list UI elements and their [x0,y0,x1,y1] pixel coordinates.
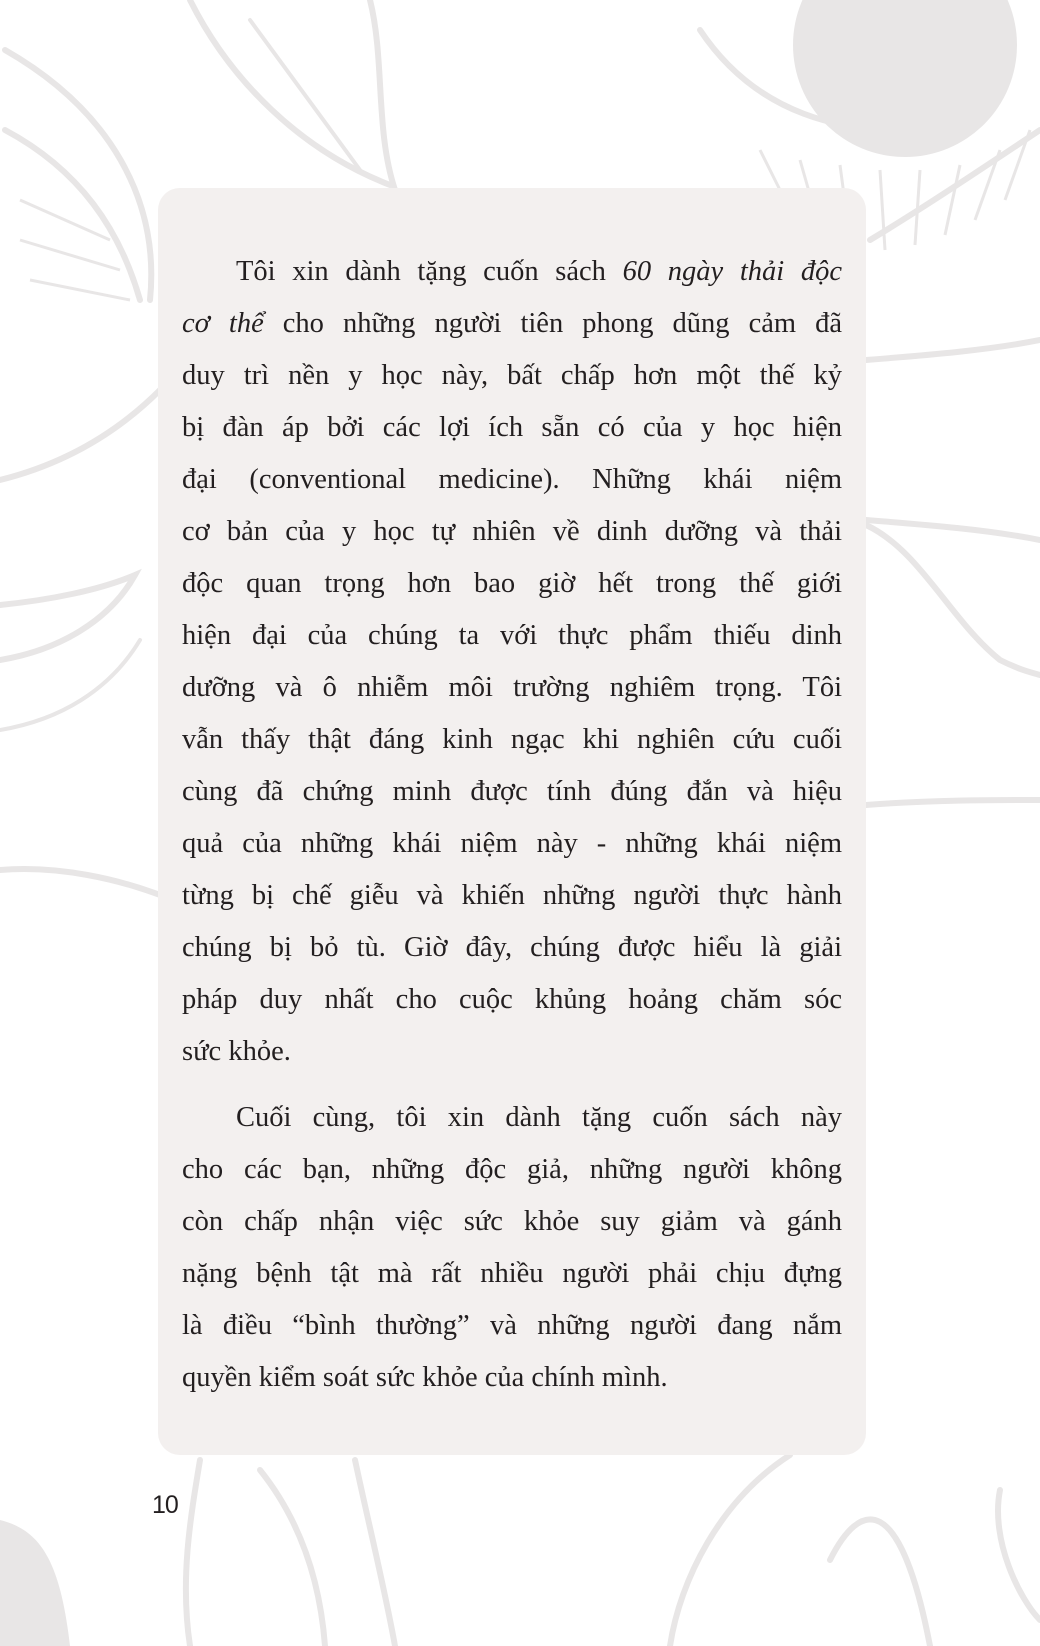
text-segment: hiện đại của chúng ta với thực phẩm thiếu dinh [182,620,842,651]
text-line [182,1248,842,1300]
text-segment: độc quan trọng hơn bao giờ hết trong thế giới [182,568,842,599]
text-segment: quyền kiểm soát sức khỏe của chính mình. [182,1362,668,1393]
dedication-text [182,246,842,1404]
text-line [182,1144,842,1196]
text-line [182,298,842,350]
text-segment: còn chấp nhận việc sức khỏe suy giảm và gánh [182,1206,842,1237]
text-line [182,1196,842,1248]
text-line [182,974,842,1026]
paragraph [182,1092,842,1404]
text-line [182,610,842,662]
text-segment: là điều “bình thường” và những người đang nắm [182,1310,842,1341]
text-line [182,662,842,714]
text-segment: Cuối cùng, tôi xin dành tặng cuốn sách này [236,1102,842,1133]
text-segment: đại (conventional medicine). Những khái niệm [182,464,842,495]
page-number: 10 [152,1491,178,1519]
text-line [182,1092,842,1144]
book-title-italic: cơ thể [182,308,264,339]
text-line [182,1352,842,1404]
text-line [182,454,842,506]
text-line [182,1026,842,1078]
text-line [182,922,842,974]
text-segment: bị đàn áp bởi các lợi ích sẵn có của y học hiện [182,412,842,443]
text-segment: dưỡng và ô nhiễm môi trường nghiêm trọng. Tôi [182,672,842,703]
text-line [182,1300,842,1352]
text-line [182,558,842,610]
text-segment: vẫn thấy thật đáng kinh ngạc khi nghiên cứu cuối [182,724,842,755]
text-segment: nặng bệnh tật mà rất nhiều người phải chịu đựng [182,1258,842,1289]
text-line [182,714,842,766]
text-segment: cho những người tiên phong dũng cảm đã [263,308,842,339]
text-segment: sức khỏe. [182,1036,291,1067]
text-line [182,870,842,922]
text-segment: chúng bị bỏ tù. Giờ đây, chúng được hiểu là giải [182,932,842,963]
text-line [182,506,842,558]
flower-center-shape [793,0,1017,157]
text-segment: pháp duy nhất cho cuộc khủng hoảng chăm sóc [182,984,842,1015]
text-line [182,246,842,298]
text-line [182,402,842,454]
paragraph-gap [182,1078,842,1092]
text-segment: quả của những khái niệm này - những khái niệm [182,828,842,859]
text-line [182,350,842,402]
text-segment: từng bị chế giễu và khiến những người thực hành [182,880,842,911]
text-segment: cơ bản của y học tự nhiên về dinh dưỡng và thải [182,516,842,547]
text-line [182,818,842,870]
book-title-italic: 60 ngày thải độc [622,256,842,287]
text-segment: cho các bạn, những độc giả, những người không [182,1154,842,1185]
text-segment: Tôi xin dành tặng cuốn sách [236,256,623,287]
text-line [182,766,842,818]
text-segment: duy trì nền y học này, bất chấp hơn một thế kỷ [182,360,842,391]
paragraph [182,246,842,1078]
text-segment: cùng đã chứng minh được tính đúng đắn và hiệu [182,776,842,807]
